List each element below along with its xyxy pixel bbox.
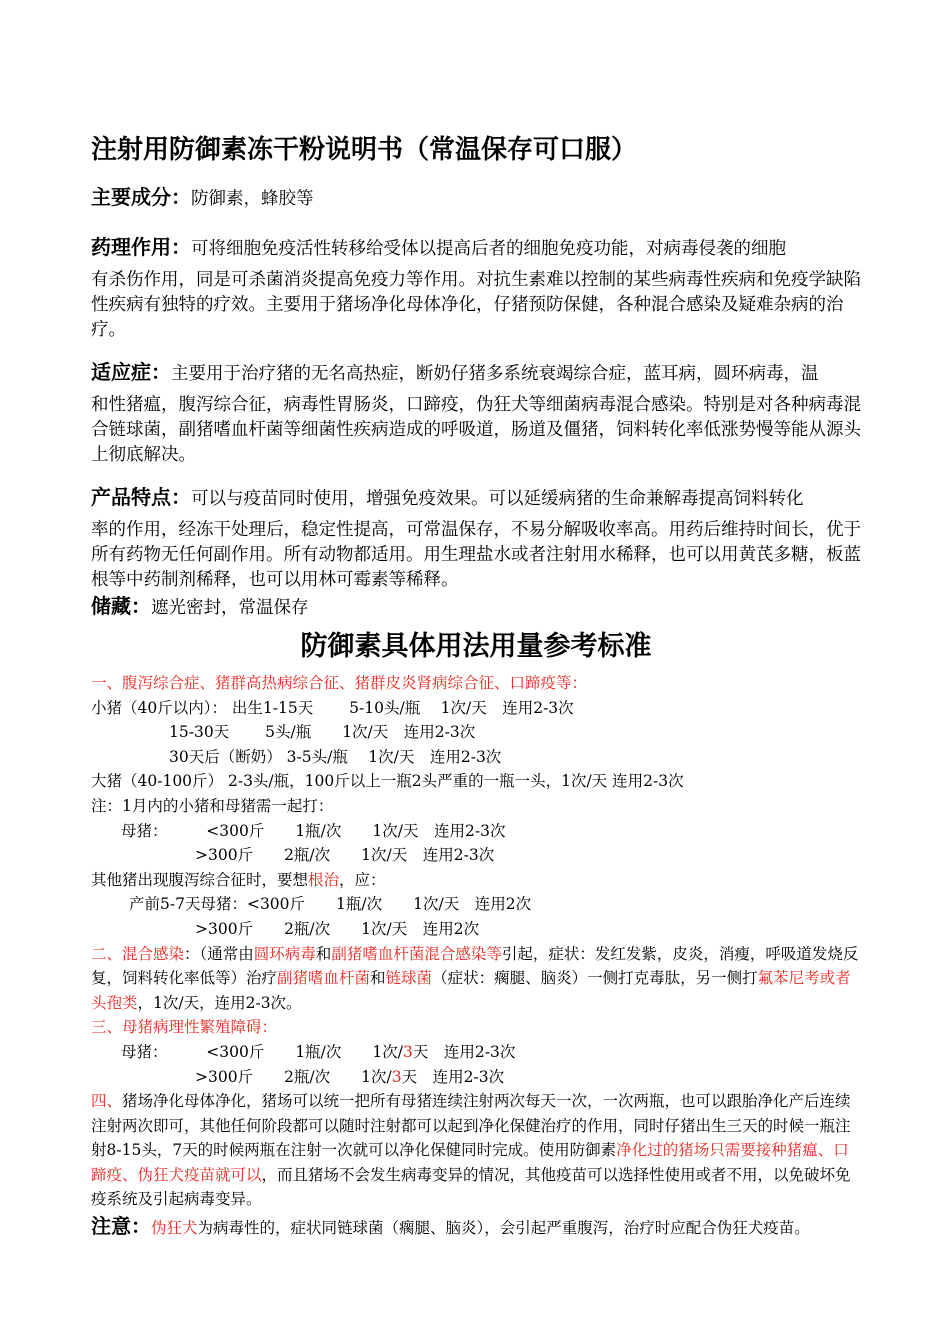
section4-paragraph: 四、猪场净化母体净化，猪场可以统一把所有母猪连续注射两次每天一次，一次两瓶，也可以跟胎净化产后连续注射两次即可，其他任何阶段都可以随时注射都可以起到净化保健治疗的作用，同时仔猪出生三天的时候一瓶注射8-15头，7天的时候两瓶在注射一次就可以净化保健同时完成。使用防御素净化过的猪场只需要接种猪瘟、口蹄疫、伪狂犬疫苗就可以，而且猪场不会发生病毒变异的情况，其他疫苗可以选择性使用或者不用，以免破坏免疫系统及引起病毒变异。 xyxy=(91,1092,851,1209)
dosage-row: >300斤 2瓶/次 1次/天 连用2-3次 xyxy=(195,846,495,865)
dosage-row: 产前5-7天母猪：<300斤 1瓶/次 1次/天 连用2次 xyxy=(129,895,532,914)
pharmacology-label: 药理作用： xyxy=(91,235,191,259)
note-text: 为病毒性的，症状同链球菌（瘸腿、脑炎），会引起严重腹泻，治疗时应配合伪狂犬疫苗。 xyxy=(197,1219,810,1238)
note-label: 注意： xyxy=(91,1214,151,1239)
note-section xyxy=(91,1212,861,1242)
features-text: 率的作用，经冻干处理后，稳定性提高，可常温保存，不易分解吸收率高。用药后维持时间长，优于所有药物无任何副作用。所有动物都适用。用生理盐水或者注射用水稀释，也可以用黄芪多糖，板蓝根等中药制剂稀释，也可以用林可霉素等稀释。 xyxy=(91,520,861,590)
dosage-row: 母猪： <300斤 1瓶/次 1次/3天 连用2-3次 xyxy=(121,1042,516,1061)
dosage-note: 注：1月内的小猪和母猪需一起打： xyxy=(91,796,334,815)
storage-section xyxy=(91,593,861,621)
features-section xyxy=(91,478,861,593)
pharmacology-text: 有杀伤作用，同是可杀菌消炎提高免疫力等作用。对抗生素难以控制的某些病毒性疾病和免疫学缺陷性疾病有独特的疗效。主要用于猪场净化母体净化，仔猪预防保健，各种混合感染及疑难杂病的治疗。 xyxy=(91,270,861,340)
features-line1: 可以与疫苗同时使用，增强免疫效果。可以延缓病猪的生命兼解毒提高饲料转化 xyxy=(191,489,804,509)
indications-section xyxy=(91,353,861,468)
document-page xyxy=(91,130,861,1242)
pharmacology-line1: 可将细胞免疫活性转移给受体以提高后者的细胞免疫功能，对病毒侵袭的细胞 xyxy=(191,239,786,259)
dosage-row: >300斤 2瓶/次 1次/3天 连用2-3次 xyxy=(195,1067,505,1086)
note-highlight: 伪狂犬 xyxy=(151,1219,198,1238)
section1-heading: 一、腹泻综合症、猪群高热病综合征、猪群皮炎肾病综合征、口蹄疫等： xyxy=(91,674,588,692)
document-title: 注射用防御素冻干粉说明书（常温保存可口服） xyxy=(91,135,638,165)
section3-heading: 三、母猪病理性繁殖障碍： xyxy=(91,1018,278,1037)
highlight-text: 根治 xyxy=(308,870,340,889)
dosage-row: 小猪（40斤以内）： 出生1-15天 5-10头/瓶 1次/天 连用2-3次 xyxy=(91,698,574,717)
dosage-row: 15-30天 5头/瓶 1次/天 连用2-3次 xyxy=(169,723,476,742)
dosage-title: 防御素具体用法用量参考标准 xyxy=(300,631,652,662)
dosage-row: >300斤 2瓶/次 1次/天 连用2次 xyxy=(195,919,480,938)
dosage-row: 大猪（40-100斤） 2-3头/瓶，100斤以上一瓶2头严重的一瓶一头，1次/天 连用2-3次 xyxy=(91,772,684,791)
dosage-row: 30天后（断奶） 3-5头/瓶 1次/天 连用2-3次 xyxy=(169,747,502,766)
indications-line1: 主要用于治疗猪的无名高热症，断奶仔猪多系统衰竭综合症，蓝耳病，圆环病毒，温 xyxy=(171,364,819,384)
indications-label: 适应症： xyxy=(91,360,171,384)
dosage-row: 其他猪出现腹泻综合征时，要想根治，应： xyxy=(91,870,386,889)
storage-text: 遮光密封，常温保存 xyxy=(151,598,309,618)
pharmacology-section xyxy=(91,228,861,343)
ingredients-section xyxy=(91,180,861,216)
ingredients-text: 防御素，蜂胶等 xyxy=(191,189,314,209)
indications-text: 和性猪瘟，腹泻综合征，病毒性胃肠炎，口蹄疫，伪狂犬等细菌病毒混合感染。特别是对各种病毒混合链球菌，副猪嗜血杆菌等细菌性疾病造成的呼吸道，肠道及僵猪，饲料转化率低涨势慢等能从源头上彻底解决。 xyxy=(91,395,861,465)
dosage-row: 母猪： <300斤 1瓶/次 1次/天 连用2-3次 xyxy=(121,821,506,840)
features-label: 产品特点： xyxy=(91,485,191,509)
storage-label: 储藏： xyxy=(91,594,151,618)
section2-paragraph: 二、混合感染：（通常由圆环病毒和副猪嗜血杆菌混合感染等引起，症状：发红发紫，皮炎，消瘦，呼吸道发烧反复，饲料转化率低等）治疗副猪嗜血杆菌和链球菌（症状：瘸腿、脑炎）一侧打克毒肽，另一侧打氟苯尼考或者头孢类，1次/天，连用2-3次。 xyxy=(91,944,859,1012)
ingredients-label: 主要成分： xyxy=(91,185,191,209)
